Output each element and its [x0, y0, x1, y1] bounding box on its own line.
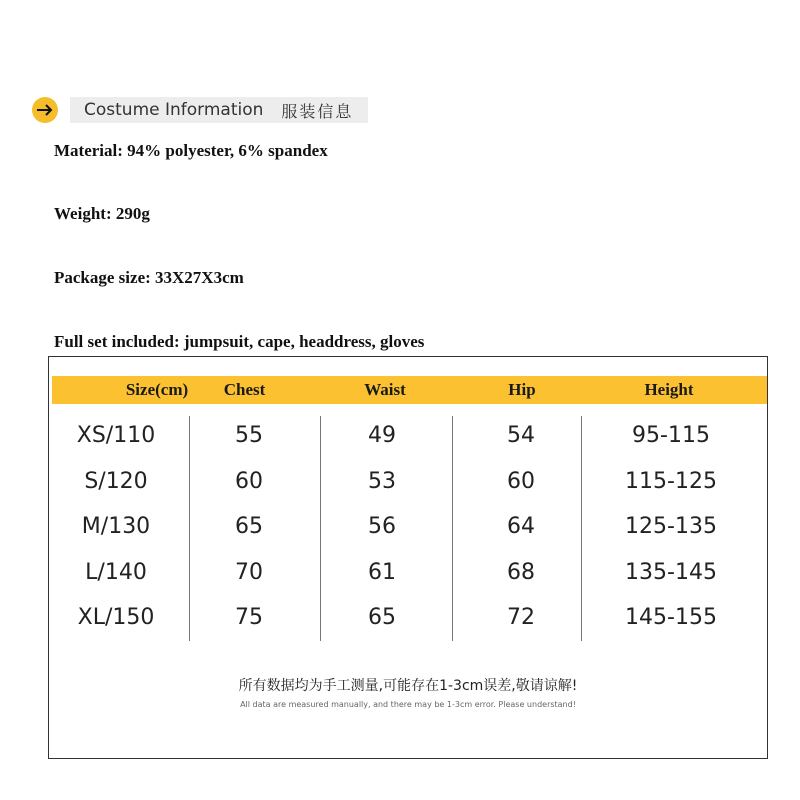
- cell-height: 125-135: [625, 514, 717, 539]
- cell-waist: 65: [368, 605, 396, 630]
- column-divider: [452, 416, 453, 641]
- measurement-note-cn: 所有数据均为手工测量,可能存在1-3cm误差,敬请谅解!: [238, 678, 578, 694]
- cell-size: M/130: [81, 514, 151, 539]
- section-header: [32, 97, 368, 123]
- cell-size: S/120: [84, 469, 148, 494]
- column-header-size: Size(cm): [125, 380, 189, 399]
- column-header-waist: Waist: [364, 380, 406, 399]
- cell-size: L/140: [85, 560, 147, 585]
- cell-waist: 53: [368, 469, 396, 494]
- cell-waist: 61: [368, 560, 396, 585]
- column-header-height: Height: [644, 380, 694, 399]
- column-divider: [189, 416, 190, 641]
- cell-chest: 60: [235, 469, 263, 494]
- header-title-en: Costume Information: [84, 100, 264, 120]
- cell-height: 135-145: [625, 560, 717, 585]
- header-title-cn: 服装信息: [281, 101, 354, 121]
- cell-chest: 70: [235, 560, 263, 585]
- cell-size: XS/110: [76, 423, 156, 448]
- cell-height: 145-155: [625, 605, 717, 630]
- full-set-text: Full set included: jumpsuit, cape, headdress, gloves: [54, 332, 425, 351]
- header-band: [70, 97, 368, 123]
- cell-hip: 64: [507, 514, 535, 539]
- cell-chest: 55: [235, 423, 263, 448]
- cell-hip: 54: [507, 423, 535, 448]
- cell-waist: 49: [368, 423, 396, 448]
- cell-waist: 56: [368, 514, 396, 539]
- arrow-right-icon: [32, 97, 58, 123]
- column-divider: [581, 416, 582, 641]
- package-size-text: Package size: 33X27X3cm: [54, 268, 244, 287]
- cell-chest: 75: [235, 605, 263, 630]
- column-header-chest: Chest: [223, 380, 266, 399]
- cell-size: XL/150: [77, 605, 155, 630]
- cell-hip: 68: [507, 560, 535, 585]
- cell-height: 115-125: [625, 469, 717, 494]
- cell-hip: 72: [507, 605, 535, 630]
- cell-chest: 65: [235, 514, 263, 539]
- table-header-row: [52, 376, 767, 404]
- column-divider: [320, 416, 321, 641]
- cell-hip: 60: [507, 469, 535, 494]
- measurement-note-en: All data are measured manually, and there may be 1-3cm error. Please understand!: [240, 700, 576, 709]
- size-table: [48, 356, 768, 759]
- weight-text: Weight: 290g: [54, 204, 150, 223]
- cell-height: 95-115: [632, 423, 710, 448]
- column-header-hip: Hip: [508, 380, 536, 399]
- material-text: Material: 94% polyester, 6% spandex: [54, 141, 328, 160]
